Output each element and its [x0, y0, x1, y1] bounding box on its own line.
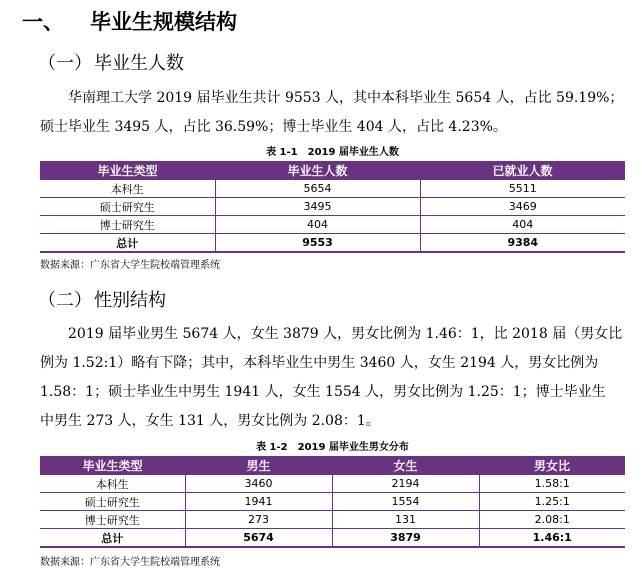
table-cell: 3495 [215, 198, 420, 216]
table-total-row [40, 234, 625, 253]
table-row [40, 511, 625, 529]
table-header-row [40, 161, 625, 180]
table-row [40, 216, 625, 234]
table-1-caption: 表 1-1 2019 届毕业生人数 [266, 147, 399, 158]
table-cell: 9384 [420, 234, 625, 253]
table-cell: 2.08:1 [479, 511, 625, 529]
header-cell: 毕业生类型 [40, 161, 215, 180]
header-cell: 毕业生人数 [215, 161, 420, 180]
section-heading [22, 8, 237, 36]
paragraph-line: 中男生 273 人，女生 131 人，男女比例为 2.08：1。 [40, 413, 380, 429]
table-cell: 总计 [40, 529, 185, 548]
paragraph-line: 硕士毕业生 3495 人，占比 36.59%；博士毕业生 404 人，占比 4.23%。 [40, 119, 507, 135]
table-cell: 273 [185, 511, 332, 529]
table-cell: 5654 [215, 180, 420, 198]
paragraph-graduate-count [40, 84, 622, 142]
table-row [40, 493, 625, 511]
subsection-heading-2 [38, 289, 166, 313]
table-cell: 1554 [332, 493, 479, 511]
table-row [40, 198, 625, 216]
table-graduate-count [40, 161, 625, 253]
table-cell: 博士研究生 [40, 511, 185, 529]
subsection-number-1: （一） [38, 53, 92, 74]
table-cell: 本科生 [40, 180, 215, 198]
table-cell: 1.46:1 [479, 529, 625, 548]
table-cell: 3879 [332, 529, 479, 548]
header-cell: 女生 [332, 456, 479, 475]
header-cell: 毕业生类型 [40, 456, 185, 475]
table-total-row [40, 529, 625, 548]
header-cell: 已就业人数 [420, 161, 625, 180]
header-cell: 男女比 [479, 456, 625, 475]
table-cell: 3460 [185, 475, 332, 493]
table-cell: 1941 [185, 493, 332, 511]
table-1-source: 数据来源：广东省大学生院校端管理系统 [40, 260, 220, 271]
paragraph-line: 例为 1.52:1）略有下降；其中，本科毕业生中男生 3460 人，女生 2194 人，男女比例为 [40, 355, 599, 371]
subsection-title-2: 性别结构 [94, 290, 166, 311]
table-cell: 404 [420, 216, 625, 234]
table-2-caption: 表 1-2 2019 届毕业生男女分布 [256, 442, 409, 453]
paragraph-gender-structure [40, 320, 622, 436]
section-title: 毕业生规模结构 [90, 10, 237, 34]
table-row [40, 180, 625, 198]
section-number: 一、 [22, 10, 64, 34]
table-cell: 5674 [185, 529, 332, 548]
table-2-source: 数据来源：广东省大学生院校端管理系统 [40, 557, 220, 568]
table-header-row [40, 456, 625, 475]
paragraph-line: 2019 届毕业男生 5674 人，女生 3879 人，男女比例为 1.46：1，比 2018 届（男女比 [68, 326, 623, 342]
table-cell: 博士研究生 [40, 216, 215, 234]
table-cell: 5511 [420, 180, 625, 198]
paragraph-line: 华南理工大学 2019 届毕业生共计 9553 人，其中本科毕业生 5654 人，占比 59.19%； [68, 90, 624, 106]
table-cell: 3469 [420, 198, 625, 216]
table-cell: 131 [332, 511, 479, 529]
table-cell: 总计 [40, 234, 215, 253]
table-cell: 404 [215, 216, 420, 234]
table-cell: 硕士研究生 [40, 198, 215, 216]
table-cell: 硕士研究生 [40, 493, 185, 511]
table-cell: 本科生 [40, 475, 185, 493]
table-cell: 2194 [332, 475, 479, 493]
table-cell: 1.58:1 [479, 475, 625, 493]
table-gender-distribution [40, 456, 625, 548]
table-row [40, 475, 625, 493]
paragraph-line: 1.58：1；硕士毕业生中男生 1941 人，女生 1554 人，男女比例为 1.25：1；博士毕业生 [40, 384, 606, 400]
subsection-number-2: （二） [38, 290, 92, 311]
table-cell: 1.25:1 [479, 493, 625, 511]
table-cell: 9553 [215, 234, 420, 253]
header-cell: 男生 [185, 456, 332, 475]
subsection-title-1: 毕业生人数 [94, 53, 184, 74]
subsection-heading-1 [38, 52, 184, 76]
